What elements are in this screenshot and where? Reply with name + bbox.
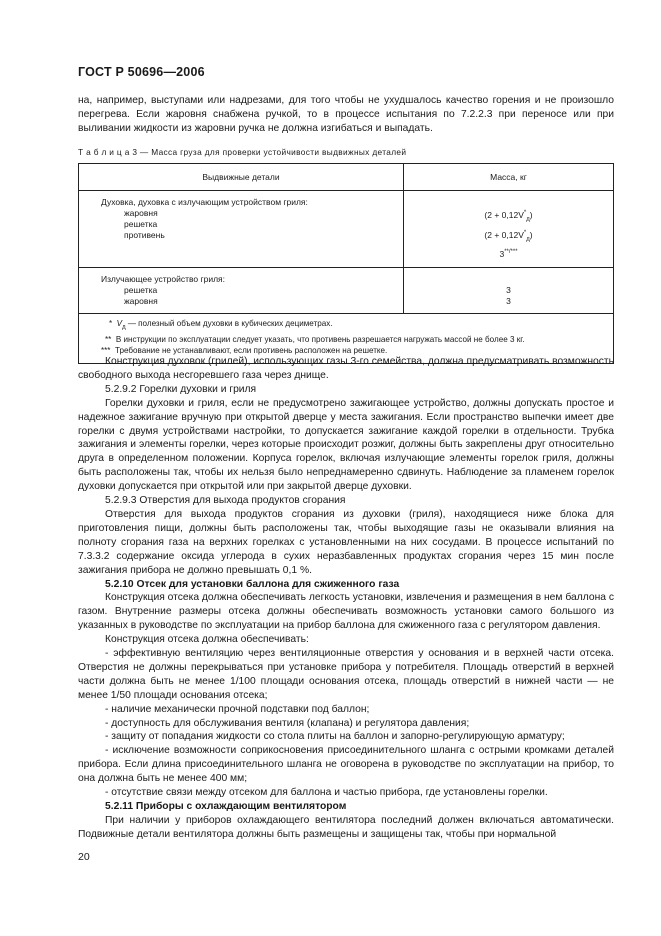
list-item: - доступность для обслуживания вентиля (клапана) и регулятора давления;	[105, 717, 470, 729]
group1-item: решетка	[124, 219, 158, 229]
group1-value: $(2 + 0,12V^*_д)$	[484, 209, 533, 223]
list-item: - исключение возможности соприкосновения присоединительного шланга с острыми кромками деталей прибора. Если длина присоединительного шланга не оговорена в руководстве по эксплуатации на прибор, то она должна быть не менее 400 мм;	[78, 745, 614, 785]
table-row-group2	[79, 267, 614, 313]
intro-text: на, например, выступами или надрезами, для того чтобы не ухудшалось качество горения и не произошло перегрева. Если жаровня снабжена ручкой, то в процессе испытания по 7.2.2.3 при переносе или при выливании жидкости из жаровни ручка не должна изгибаться и выпадать.	[78, 95, 614, 134]
list-item: - защиту от попадания жидкости со стола плиты на баллон и запорно-регулирующую арматуру;	[105, 731, 565, 743]
section-5-2-10-title: 5.2.10 Отсек для установки баллона для сжиженного газа	[105, 578, 400, 590]
intro-paragraph	[78, 94, 614, 136]
list-item: - отсутствие связи между отсеком для баллона и частью прибора, где установлены горелки.	[105, 787, 548, 799]
paragraph: Конструкция отсека должна обеспечивать легкость установки, извлечения и размещения в нем баллона с газом. Внутренние размеры отсека должны обеспечивать возможность установки самого большого из указанных в руководстве по эксплуатации на прибор баллона для сжиженного газа с регулятором давления.	[78, 592, 615, 632]
group2-item: решетка	[124, 284, 158, 295]
group1-value: 3**/***	[499, 248, 518, 259]
group2-title: Излучающее устройство гриля:	[101, 273, 226, 284]
list-item: - эффективную вентиляцию через вентиляционные отверстия у основания и в верхней части отсека. Отверстия не должны перекрываться при установке прибора у потребителя. Площадь отверстий в верхней части должна быть не менее 1/100 площади основания отсека, площадь отверстий в нижней части — не менее 1/50 площади основания отсека;	[78, 648, 614, 701]
list-item: - наличие механически прочной подставки под баллон;	[105, 703, 370, 715]
paragraph: Горелки духовки и гриля, если не предусмотрено зажигающее устройство, должны допускать простое и надежное зажигание вручную при открытой дверце у места зажигания. Если пространство выпечки имеет две горелки с двумя устройствами настройки, то допускается зажигание каждой горелки в отдельности. Трубка зажигания и элементы горелки, через которые происходит розжиг, должны быть закреплены друг относительно друга в определенном положении. Корпуса горелок, включая излучающие элементы горелок гриля, должны быть расположены так, чтобы их нельзя было непреднамеренно сдвинуть. Наблюдение за пламенем горелок духовки допускается при открытой или при закрытой дверце духовки.	[78, 397, 614, 493]
paragraph: Конструкция духовок (грилей), использующих газы 3-го семейства, должна предусматривать возможность свободного выхода несгоревшего газа через днище.	[78, 356, 614, 381]
table-note: * $V_д$ — полезный объем духовки в кубических дециметрах.	[109, 318, 333, 331]
page-number: 20	[78, 851, 90, 863]
paragraph: Отверстия для выхода продуктов сгорания из духовки (гриля), находящиеся ниже блока для приготовления пищи, должны быть расположены так, чтобы выходящие газы не оказывали влияния на полноту сгорания газа на верхних горелках с установленными на них сосудами. В процессе испытаний по 7.3.3.2 содержание оксида углерода в сухих неразбавленных продуктах сгорания через 15 мин после зажигания прибора не должно превышать 0,1 %.	[78, 508, 614, 576]
group1-title: Духовка, духовка с излучающим устройством гриля:	[101, 197, 308, 207]
mass-table	[78, 163, 614, 364]
table-note: ** В инструкции по эксплуатации следует указать, что противень разрешается нагружать массой не более 3 кг.	[105, 334, 525, 344]
paragraph: При наличии у приборов охлаждающего вентилятора последний должен включаться автоматически. Подвижные детали вентилятора должны быть размещены и защищены так, чтобы при нормальной	[78, 814, 614, 840]
table-row-group1	[79, 191, 614, 268]
section-5-2-9-3-title: 5.2.9.3 Отверстия для выхода продуктов сгорания	[105, 495, 346, 507]
group1-value: $(2 + 0,12V^*_д)$	[484, 229, 533, 243]
table-note: *** Требование не устанавливают, если противень расположен на решетке.	[101, 346, 388, 356]
col-header-parts: Выдвижные детали	[79, 164, 404, 191]
page-header: ГОСТ Р 50696—2006	[78, 65, 205, 79]
group2-value: 3	[506, 284, 511, 295]
main-text	[78, 355, 614, 842]
group2-value: 3	[506, 295, 511, 306]
table-caption: Т а б л и ц а 3 — Масса груза для проверки устойчивости выдвижных деталей	[78, 147, 407, 157]
col-header-mass: Масса, кг	[404, 164, 614, 191]
group1-item: противень	[124, 230, 165, 240]
paragraph: Конструкция отсека должна обеспечивать:	[105, 634, 309, 646]
section-5-2-11-title: 5.2.11 Приборы с охлаждающим вентилятором	[105, 801, 347, 812]
group1-item: жаровня	[124, 208, 158, 218]
section-5-2-9-2-title: 5.2.9.2 Горелки духовки и гриля	[105, 383, 257, 395]
group2-item: жаровня	[124, 295, 158, 306]
